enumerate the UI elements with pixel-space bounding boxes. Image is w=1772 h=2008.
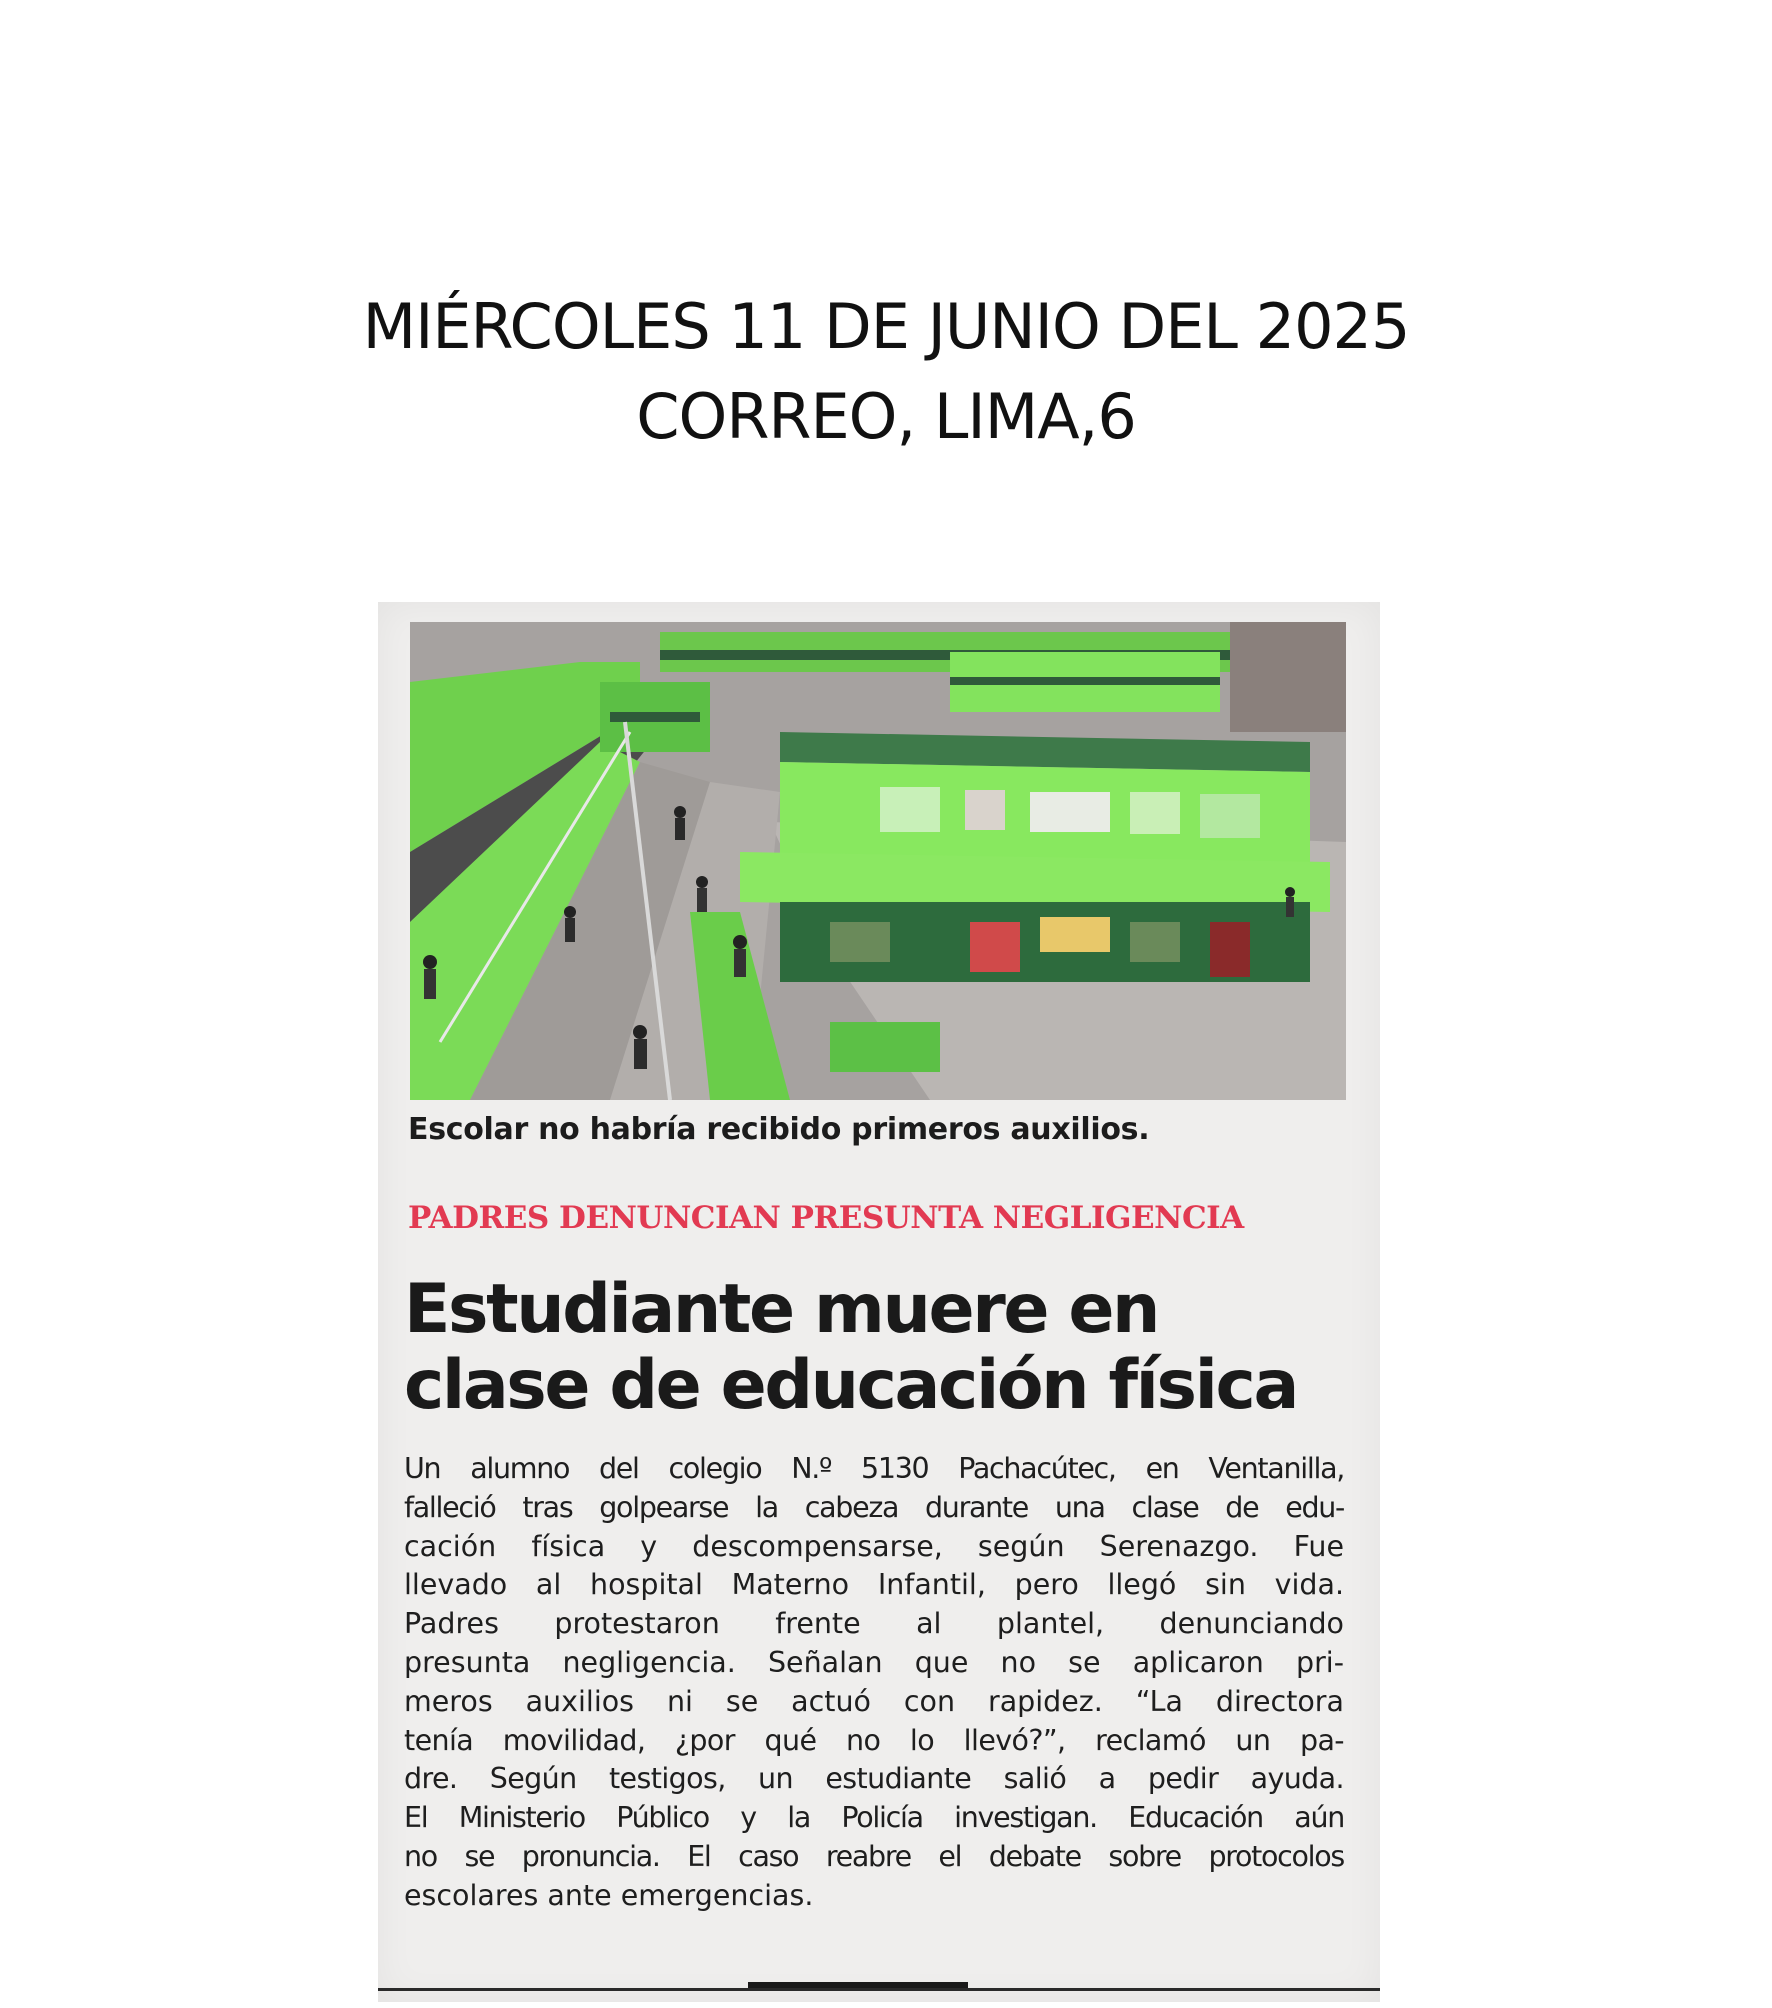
publication-date: MIÉRCOLES 11 DE JUNIO DEL 2025 xyxy=(362,290,1410,363)
body-line: escolares ante emergencias. xyxy=(404,1878,814,1912)
clipping-header xyxy=(0,282,1772,462)
body-line: presunta negligencia. Señalan que no se aplicaron pri- xyxy=(404,1645,1344,1679)
body-line: llevado al hospital Materno Infantil, pero llegó sin vida. xyxy=(404,1568,1344,1602)
body-line: Padres protestaron frente al plantel, denunciando xyxy=(404,1607,1344,1641)
newspaper-clipping xyxy=(378,602,1380,2002)
body-line: meros auxilios ni se actuó con rapidez. “La directora xyxy=(404,1684,1344,1718)
school-courtyard-photo xyxy=(410,622,1346,1100)
bottom-rule xyxy=(378,1988,1380,1991)
article-kicker: PADRES DENUNCIAN PRESUNTA NEGLIGENCIA xyxy=(408,1200,1244,1236)
body-line: no se pronuncia. El caso reabre el debate sobre protocolos xyxy=(404,1839,1344,1873)
headline-line: clase de educación física xyxy=(404,1346,1297,1425)
body-line: falleció tras golpearse la cabeza durante una clase de edu- xyxy=(404,1490,1344,1524)
body-line: Un alumno del colegio N.º 5130 Pachacútec, en Ventanilla, xyxy=(404,1452,1344,1485)
body-line: tenía movilidad, ¿por qué no lo llevó?”, reclamó un pa- xyxy=(404,1723,1344,1757)
bottom-rule-accent xyxy=(748,1982,968,1988)
article-body xyxy=(404,1450,1344,1916)
body-line: dre. Según testigos, un estudiante salió a pedir ayuda. xyxy=(404,1762,1344,1796)
article-headline xyxy=(404,1272,1364,1424)
publication-source: CORREO, LIMA,6 xyxy=(636,380,1136,453)
headline-line: Estudiante muere en xyxy=(404,1270,1159,1349)
body-line: El Ministerio Público y la Policía investigan. Educación aún xyxy=(404,1801,1344,1835)
photo-caption: Escolar no habría recibido primeros auxilios. xyxy=(408,1112,1150,1147)
body-line: cación física y descompensarse, según Serenazgo. Fue xyxy=(404,1529,1344,1563)
